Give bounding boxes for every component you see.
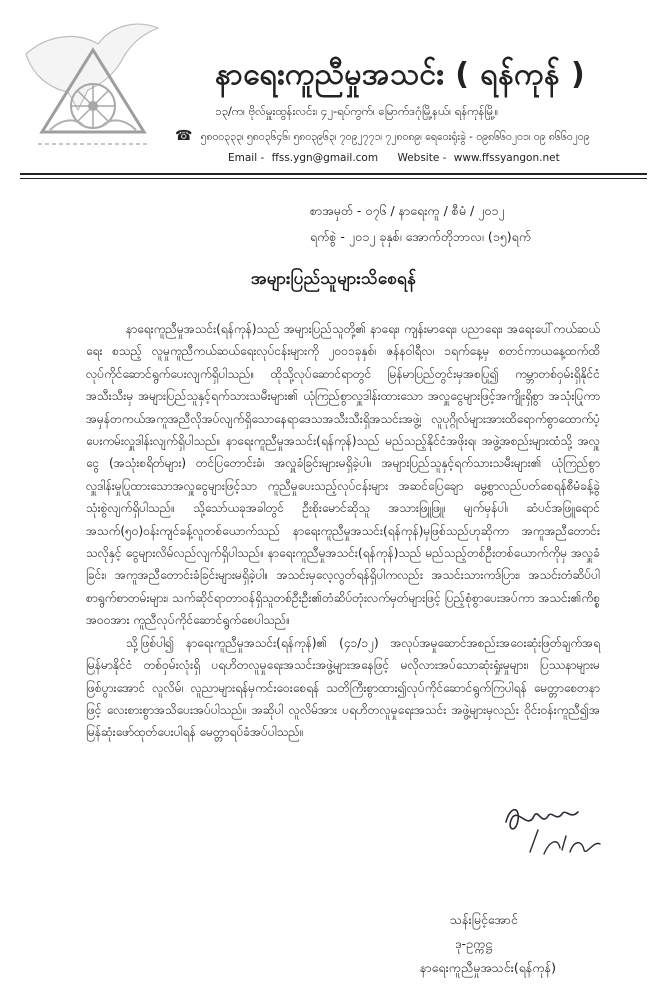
- website-link[interactable]: www.ffssyangon.net: [453, 152, 560, 164]
- letterhead-divider: [20, 173, 647, 175]
- letterhead-divider-thin: [20, 178, 647, 179]
- signer-block: [420, 912, 650, 984]
- organization-address: ၁၃/က၊ ဗိုလ်မှူးထွန်းလင်း၊ ၄၂-ရပ်ကွက်၊ မြောက်ဒဂုံမြို့နယ်၊ ရန်ကုန်မြို့။: [215, 104, 499, 118]
- organization-name: နာရေးကူညီမှုအသင်း ( ရန်ကုန် ): [215, 57, 586, 92]
- signer-organization: နာရေးကူညီမှုအသင်း(ရန်ကုန်): [420, 960, 556, 975]
- reference-date: ရက်စွဲ - ၂၀၁၂ ခုနှစ်၊ အောက်တိုဘာလ၊ (၁၅)ရက်: [310, 229, 532, 244]
- email-label: Email -: [228, 152, 265, 164]
- email-link[interactable]: ffss.ygn@gmail.com: [271, 152, 379, 164]
- body-paragraph-1: နာရေးကူညီမှုအသင်း(ရန်ကုန်)သည် အများပြည်သူတို့၏ နာရေး၊ ကျန်းမာရေး၊ ပညာရေး၊ အရေးပေါ်ကယ်ဆယ်ရေး စသည့် လူမှုကူညီကယ်ဆယ်ရေးလုပ်ငန်းများကို ၂၀၀၁ခုနှစ်၊ ဇန်နဝါရီလ၊ ၁ရက်နေ့မှ စတင်ကာယနေ့ထက်ထိ လုပ်ကိုင်ဆောင်ရွက်ပေးလျက်ရှိပါသည်။ ထိုသို့လုပ်ဆောင်ရာတွင် မြန်မာပြည်တွင်းမှအစပြု၍ ကမ္ဘာတစ်ဝှမ်းရှိနိုင်ငံအသီးသီးမှ အများပြည်သူနှင့်ရက်သားသမီးများ၏ ယုံကြည်စွာလှူဒါန်းထားသော အလှူငွေများဖြင့်အကျိုးရှိစွာ အသုံးပြုကာ အမှန်တကယ်အကူအညီလိုအပ်လျက်ရှိသောနေရာဒေသအသီးသီးရှိအသင်းအဖွဲ့၊ လူပုဂ္ဂိုလ်များအားထိရောက်စွာထောက်ပံ့ပေးကမ်းလှူဒါန်းလျက်ရှိပါသည်။ နာရေးကူညီမှုအသင်း(ရန်ကုန်)သည် မည်သည့်နိုင်ငံအဖိုးရ၊ အဖွဲ့အစည်းများထံသို့ အလှူငွေ (အသုံးစရိတ်များ) တင်ပြတောင်းခံ၊ အလှူခံခြင်းများမရှိခဲ့ပါ။ အများပြည်သူနှင့်ရက်သားသမီးများ၏ ယုံကြည်စွာ လှူဒါန်းမှုပြုထားသောအလှူငွေများဖြင့်သာ ကူညီမှုပေးသည့်လုပ်ငန်းများ အဆင်ပြေချော မွေ့စွာလည်ပတ်စေရန်စီမံခန့်ခွဲသုံးစွဲလျက်ရှိပါသည်။ သို့သော်ယခုအခါတွင် ဦးစိုးမောင်ဆိုသူ အသားဖြူဖြူ၊ မျက်မှန်ပါ၊ ဆံပင်အဖြူရောင် အသက်(၅၀)ဝန်းကျင်ခန့်လူတစ်ယောက်သည် နာရေးကူညီမှုအသင်း(ရန်ကုန်)မှဖြစ်သည်ဟုဆိုကာ အကူအညီတောင်းသလိုနှင့် ငွေများလိမ်လည်လျက်ရှိပါသည်။ နာရေးကူညီမှုအသင်း(ရန်ကုန်)သည် မည်သည့်တစ်ဦးတစ်ယောက်ကိုမှ အလှူခံခြင်း၊ အကူအညီတောင်းခံခြင်းများမရှိခဲ့ပါ။ အသင်းမှလေ့လွတ်ရန်ရှိပါကလည်း အသင်းသားကဒ်ပြား၊ အသင်းတံဆိပ်ပါစာရွက်စာတမ်းများ၊ သက်ဆိုင်ရာတာဝန်ရှိသူတစ်ဦးဦး၏တံဆိပ်တုံးလက်မှတ်များဖြင့် ပြည့်စုံစွာပေးအပ်ကာ အသင်း၏ကိစ္စအဝဝအား ကူညီလုပ်ကိုင်ဆောင်ရွက်စေပါသည်။: [86, 322, 600, 628]
- letter-body: [86, 318, 600, 744]
- signer-name: သန်းမြင့်အောင်: [450, 912, 518, 927]
- phone-numbers-row: [175, 128, 660, 146]
- contact-line: [228, 152, 658, 164]
- signer-title: ဒု-ဥက္ကဋ္ဌ: [455, 936, 492, 951]
- document-heading: အများပြည်သူများသိစေရန်: [250, 269, 417, 289]
- organization-logo-icon: [18, 14, 168, 154]
- handwritten-signature: [500, 800, 610, 860]
- reference-block: [310, 203, 650, 255]
- reference-number: စာအမှတ် - ၀၇၆ / နာရေးကူ / စီမံ / ၂၀၁၂: [310, 203, 505, 218]
- phone-numbers: ၅၈၀၀၃၃၃၊ ၅၈၀၃၆၄၆၊ ၅၈၀၃၉၆၃၊ ၇၀၉၂၇၇၁၊ ၇၂၈၀၈၉၊ ရေဝေးရုံးခွဲ - ၀၉၈၆၆၀၂၀၁၊ ၀၉ ၈၆၆၀၂၀၉: [200, 131, 590, 143]
- body-paragraph-2: သို့ဖြစ်ပါ၍ နာရေးကူညီမှုအသင်း(ရန်ကုန်)၏ (၄၁/၁၂) အလုပ်အမှုဆောင်အစည်းအဝေးဆုံးဖြတ်ချက်အရ မြန်မာနိုင်ငံ တစ်ဝှမ်းလုံးရှိ ပရဟိတလူမှုရေးအသင်းအဖွဲ့များအနေဖြင့် မလိုလားအပ်သောဆုံးရှုံးမှုများ၊ ပြဿနာများမဖြစ်ပွားအောင် လူလိမ်၊ လူညာများရန်မှကင်းဝေးစေရန် သတိကြီးစွာထား၍လုပ်ကိုင်ဆောင်ရွက်ကြပါရန် မေတ္တာစေတနာဖြင့် လေးစားစွာအသိပေးအပ်ပါသည်။ အဆိုပါ လူလိမ်အား ပရဟိတလူမှုရေးအသင်း အဖွဲ့များမှလည်း ဝိုင်းဝန်းကူညီ၍အမြန်ဆုံးဖော်ထုတ်ပေးပါရန် မေတ္တာရပ်ခံအပ်ပါသည်။: [86, 635, 600, 740]
- website-label: Website -: [397, 152, 447, 164]
- telephone-icon: ☎: [175, 128, 193, 144]
